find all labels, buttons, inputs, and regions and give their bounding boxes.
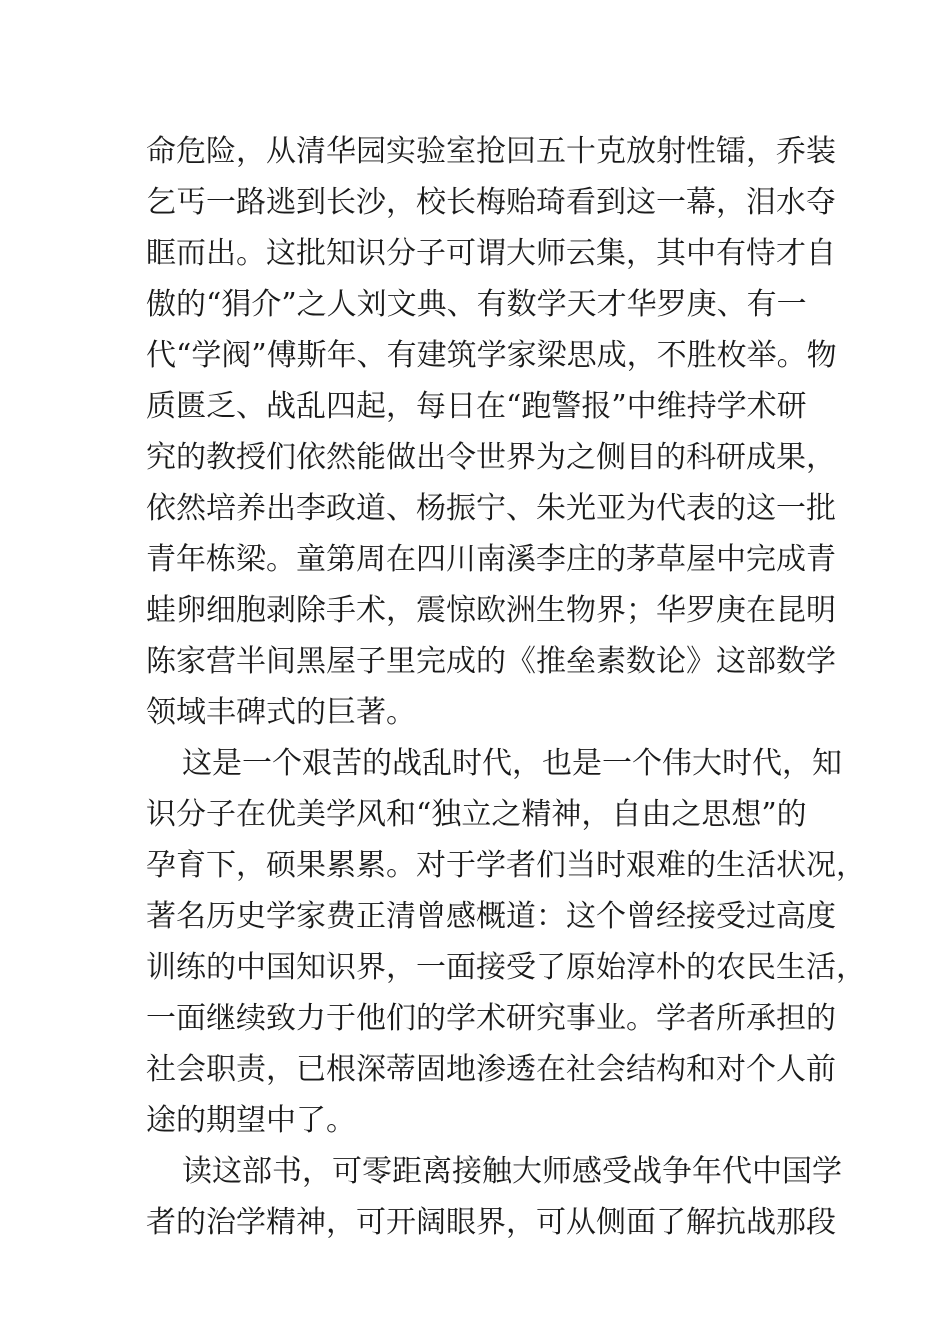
text-line: 代“学阀”傅斯年、有建筑学家梁思成，不胜枚举。物 <box>146 338 837 373</box>
text-line: 读这部书，可零距离接触大师感受战争年代中国学 <box>182 1154 842 1189</box>
text-line: 依然培养出李政道、杨振宁、朱光亚为代表的这一批 <box>146 491 836 526</box>
paragraph-1 <box>146 126 836 738</box>
text-line: 究的教授们依然能做出令世界为之侧目的科研成果， <box>146 440 836 475</box>
text-line: 陈家营半间黑屋子里完成的《推垒素数论》这部数学 <box>146 644 836 679</box>
text-line: 命危险，从清华园实验室抢回五十克放射性镭，乔装 <box>146 134 836 169</box>
document-body <box>146 126 866 1248</box>
paragraph-3 <box>146 1146 842 1248</box>
text-line: 著名历史学家费正清曾感概道：这个曾经接受过高度 <box>146 899 836 934</box>
text-line: 训练的中国知识界，一面接受了原始淳朴的农民生活， <box>146 950 866 985</box>
text-line: 社会职责，已根深蒂固地渗透在社会结构和对个人前 <box>146 1052 836 1087</box>
text-line: 孕育下，硕果累累。对于学者们当时艰难的生活状况， <box>146 848 866 883</box>
text-line: 途的期望中了。 <box>146 1103 356 1138</box>
text-line: 一面继续致力于他们的学术研究事业。学者所承担的 <box>146 1001 836 1036</box>
text-line: 识分子在优美学风和“独立之精神，自由之思想”的 <box>146 797 807 832</box>
text-line: 青年栋梁。童第周在四川南溪李庄的茅草屋中完成青 <box>146 542 836 577</box>
text-line: 眶而出。这批知识分子可谓大师云集，其中有恃才自 <box>146 236 836 271</box>
paragraph-2 <box>146 738 866 1146</box>
text-line: 蛙卵细胞剥除手术，震惊欧洲生物界；华罗庚在昆明 <box>146 593 836 628</box>
text-line: 这是一个艰苦的战乱时代，也是一个伟大时代，知 <box>182 746 842 781</box>
text-line: 傲的“狷介”之人刘文典、有数学天才华罗庚、有一 <box>146 287 807 322</box>
text-line: 者的治学精神，可开阔眼界，可从侧面了解抗战那段 <box>146 1205 836 1240</box>
text-line: 领域丰碑式的巨著。 <box>146 695 416 730</box>
text-line: 乞丐一路逃到长沙，校长梅贻琦看到这一幕，泪水夺 <box>146 185 836 220</box>
text-line: 质匮乏、战乱四起，每日在“跑警报”中维持学术研 <box>146 389 807 424</box>
